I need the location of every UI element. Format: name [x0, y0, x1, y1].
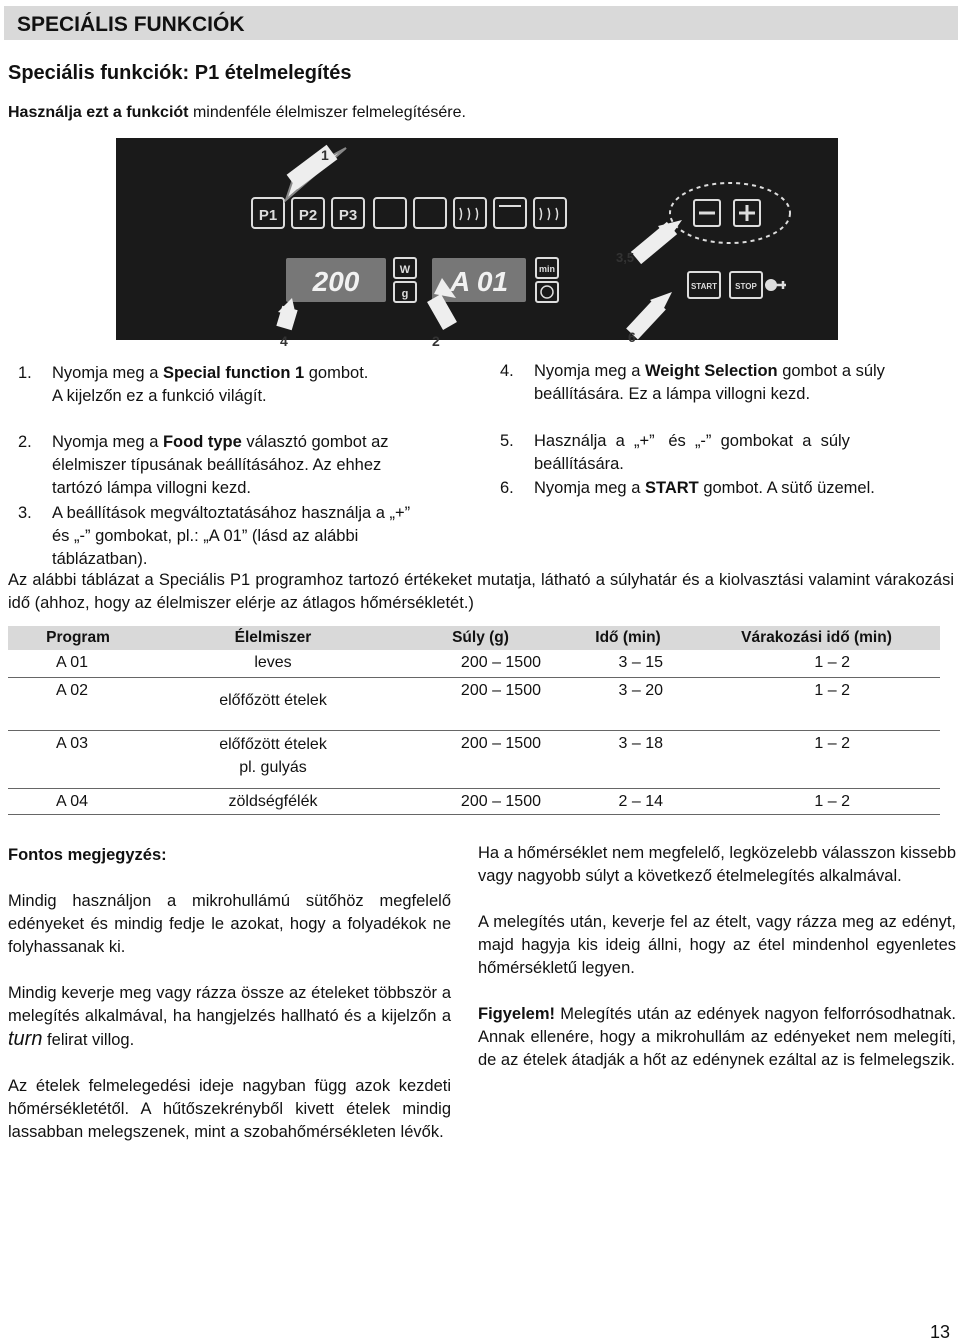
- table-intro: Az alábbi táblázat a Speciális P1 programhoz tartozó értékeket mutatja, látható a súlyhatár és a kiolvasztási valamint várakozási idő (ahhoz, hogy az élelmiszer elérje az átlagos hőmérsékletét.): [8, 571, 954, 612]
- table-header-row: [8, 626, 940, 650]
- cell-time: 3 – 18: [563, 730, 693, 788]
- cell-program: A 04: [8, 788, 148, 814]
- step-6-pre: Nyomja meg a: [534, 479, 645, 497]
- step-3: [18, 502, 478, 571]
- col-wait: Várakozási idő (min): [693, 626, 940, 650]
- step-1-pre: Nyomja meg a: [52, 364, 163, 382]
- step-4-line2: beállítására. Ez a lámpa villogni kezd.: [534, 385, 811, 403]
- cell-program: A 02: [8, 677, 148, 730]
- program-table: [8, 626, 940, 815]
- step-5-line2: beállítására.: [534, 455, 624, 473]
- notes-left-p3: Az ételek felmelegedési ideje nagyban függ azok kezdeti hőmérsékletétől. A hűtőszekrényből kivett ételek mindig lassabban melegszenek, mint a szobahőmérsékleten lévők.: [8, 1077, 451, 1141]
- cell-food: előfőzött ételek: [219, 735, 327, 753]
- col-weight: Súly (g): [398, 626, 563, 650]
- plus-minus-group: [670, 183, 790, 243]
- cell-food: leves: [148, 650, 398, 677]
- program-display-value: A 01: [449, 266, 509, 297]
- cell-food: zöldségfélék: [148, 788, 398, 814]
- notes-right: [478, 842, 956, 1095]
- step-1-post: gombot.: [304, 364, 369, 382]
- step-5: [500, 430, 956, 476]
- start-label: START: [690, 282, 718, 291]
- notes-left-p2-turn: turn: [8, 1028, 43, 1050]
- control-panel-image: [116, 138, 838, 349]
- col-time: Idő (min): [563, 626, 693, 650]
- p2-label: P2: [298, 207, 318, 224]
- cell-program: A 03: [8, 730, 148, 788]
- callout-2: 2: [432, 333, 440, 349]
- step-6-number: 6.: [500, 479, 514, 497]
- notes-left-p2-pre: Mindig keverje meg vagy rázza össze az ételeket többször a melegítés alkalmával, ha hangjelzés hallható és a kijelzőn a: [8, 984, 451, 1025]
- page-number: 13: [929, 1322, 950, 1342]
- cell-wait: 1 – 2: [693, 677, 940, 730]
- step-3-line2: és „-” gombokat, pl.: „A 01” (lásd az alábbi: [52, 527, 359, 545]
- stop-label: STOP: [735, 282, 757, 291]
- step-3-line3: táblázatban).: [52, 550, 148, 568]
- page-title: Speciális funkciók: P1 ételmelegítés: [8, 62, 352, 84]
- notes-right-p3: [478, 1003, 956, 1072]
- cell-food: előfőzött ételek: [148, 677, 398, 730]
- cell-weight: 200 – 1500: [398, 788, 563, 814]
- table-row: [8, 677, 940, 730]
- notes-left-p2-post: felirat villog.: [42, 1031, 135, 1049]
- step-2-number: 2.: [18, 433, 32, 451]
- step-4-post: gombot a súly: [777, 362, 885, 380]
- notes-left: [8, 844, 451, 1167]
- step-6-post: gombot. A sütő üzemel.: [698, 479, 875, 497]
- notes-left-p1: Mindig használjon a mikrohullámú sütőhöz megfelelő edényeket és mindig fedje le azokat, hogy a folyadékok ne folyhassanak ki.: [8, 892, 451, 956]
- clock-icon: [536, 282, 558, 302]
- control-panel-svg: [116, 138, 838, 349]
- p3-label: P3: [338, 207, 358, 224]
- step-2-line2: élelmiszer típusának beállításához. Az ehhez: [52, 456, 382, 474]
- step-2-bold: Food type: [162, 433, 242, 451]
- step-4-number: 4.: [500, 362, 514, 380]
- page-subtitle: [8, 104, 466, 122]
- defrost-icon: [374, 198, 406, 228]
- weight-lamp-label: W: [399, 264, 411, 276]
- step-6-bold: START: [644, 479, 699, 497]
- callout-1: 1: [321, 147, 329, 163]
- step-2-pre: Nyomja meg a: [52, 433, 163, 451]
- notes-left-p2: [8, 982, 451, 1052]
- cell-time: 3 – 15: [563, 650, 693, 677]
- step-5-line1: Használja a „+” és „-” gombokat a súly: [534, 432, 850, 450]
- subtitle-bold: Használja ezt a funkciót: [8, 104, 189, 121]
- oven-icon: [494, 198, 526, 228]
- notes-right-p3-rest: Melegítés után az edények nagyon felforrósodhatnak. Annak ellenére, hogy a mikrohullám az edényeket nem melegíti, de az ételek átadják a hőt az edénynek ezáltal az is felmelegszik.: [478, 1005, 956, 1069]
- p1-label: P1: [258, 207, 278, 224]
- step-5-number: 5.: [500, 432, 514, 450]
- cell-weight: 200 – 1500: [398, 677, 563, 730]
- step-2-post: választó gombot az: [241, 433, 389, 451]
- notes-right-p2: A melegítés után, keverje fel az ételt, vagy rázza meg az edényt, majd hagyja kis ideig állni, hogy az étel mindenhol egyenletes hőmérsékletű legyen.: [478, 913, 956, 977]
- table-row: [8, 730, 940, 788]
- cell-weight: 200 – 1500: [398, 730, 563, 788]
- notes-heading: Fontos megjegyzés:: [8, 846, 167, 864]
- table-row: [8, 788, 940, 814]
- weight-display-value: 200: [312, 266, 360, 297]
- cell-program: A 01: [8, 650, 148, 677]
- cell-wait: 1 – 2: [693, 730, 940, 788]
- subtitle-rest: mindenféle élelmiszer felmelegítésére.: [188, 104, 466, 121]
- step-6: [500, 477, 956, 500]
- notes-right-p1: Ha a hőmérséklet nem megfelelő, legközelebb válasszon kissebb vagy nagyobb súlyt a következő ételmelegítés alkalmával.: [478, 844, 956, 885]
- callout-6: 6: [628, 329, 636, 345]
- step-4-pre: Nyomja meg a: [534, 362, 645, 380]
- step-1: [18, 362, 478, 408]
- step-2-line3: tartózó lámpa villogni kezd.: [52, 479, 252, 497]
- step-1-bold: Special function 1: [162, 364, 305, 382]
- step-3-line1: A beállítások megváltoztatásához használja a „+”: [52, 504, 411, 522]
- callout-4: 4: [280, 333, 288, 349]
- section-header: [4, 6, 958, 40]
- step-4: [500, 360, 956, 406]
- step-1-number: 1.: [18, 364, 32, 382]
- col-food: Élelmiszer: [148, 626, 398, 650]
- min-lamp-label: min: [538, 264, 556, 274]
- cell-food-example: pl. gulyás: [239, 758, 307, 776]
- cell-food-group: [148, 730, 398, 788]
- step-4-bold: Weight Selection: [644, 362, 778, 380]
- notes-right-p3-bold: Figyelem!: [478, 1005, 556, 1023]
- cell-weight: 200 – 1500: [398, 650, 563, 677]
- col-program: Program: [8, 626, 148, 650]
- cell-time: 2 – 14: [563, 788, 693, 814]
- cell-wait: 1 – 2: [693, 650, 940, 677]
- step-3-number: 3.: [18, 504, 32, 522]
- callout-3-5: 3,5: [616, 250, 635, 265]
- step-1-line2: A kijelzőn ez a funkció világít.: [52, 387, 267, 405]
- section-title: SPECIÁLIS FUNKCIÓK: [17, 13, 245, 36]
- weight-lamp-sub: g: [401, 288, 409, 300]
- table-row: [8, 650, 940, 677]
- cell-time: 3 – 20: [563, 677, 693, 730]
- weight-defrost-icon: [414, 198, 446, 228]
- step-2: [18, 431, 478, 500]
- cell-wait: 1 – 2: [693, 788, 940, 814]
